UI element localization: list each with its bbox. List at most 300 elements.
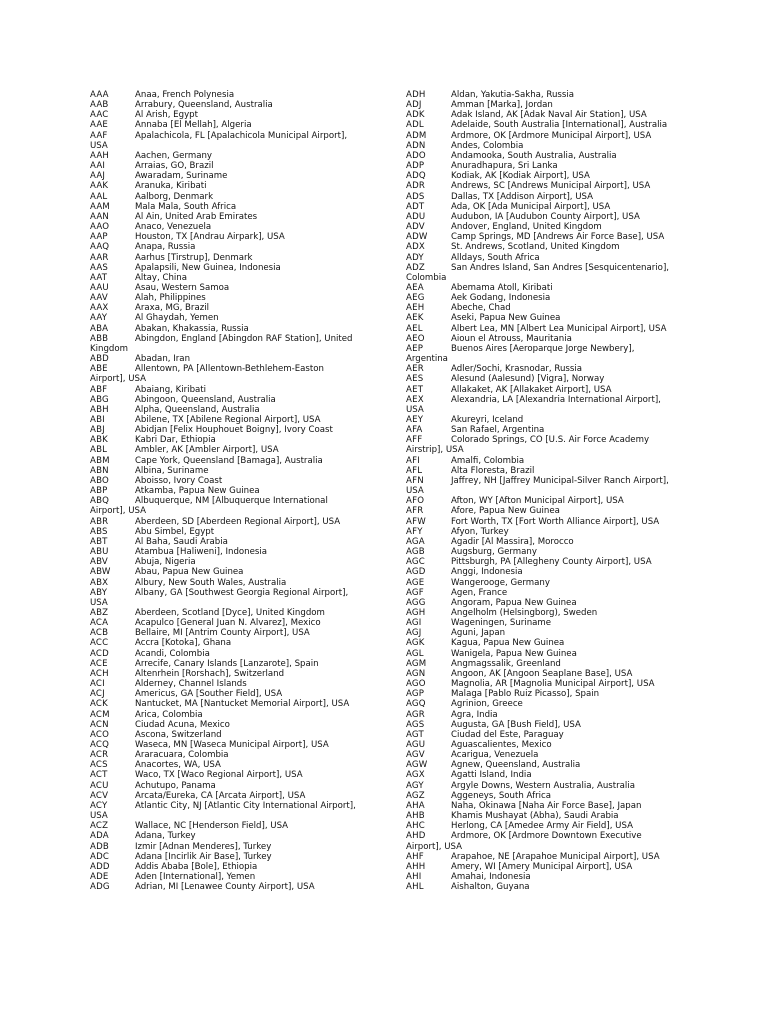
airport-location: Aioun el Atrouss, Mauritania: [451, 333, 572, 344]
airport-entry: [406, 212, 678, 222]
airport-code: ACU: [90, 780, 109, 791]
airport-entry: [406, 385, 678, 395]
airport-location: Wageningen, Suriname: [451, 618, 552, 629]
airport-entry: [90, 496, 390, 516]
airport-code: AAL: [90, 191, 108, 202]
airport-entry: [406, 659, 678, 669]
airport-location-continuation: USA: [406, 404, 424, 415]
airport-location: Apalachicola, FL [Apalachicola Municipal Airport],: [135, 130, 348, 141]
airport-location: Arraias, GO, Brazil: [135, 161, 214, 172]
airport-entry: [90, 801, 390, 821]
airport-entry: [406, 537, 678, 547]
airport-code: ACD: [90, 648, 109, 659]
airport-entry: [406, 334, 678, 344]
airport-location-continuation: USA: [90, 811, 108, 822]
airport-entry: [406, 283, 678, 293]
airport-location: Khamis Mushayat (Abha), Saudi Arabia: [451, 811, 619, 822]
airport-code: AEY: [406, 415, 424, 425]
airport-location: Abuja, Nigeria: [135, 557, 196, 568]
airport-code: AAJ: [90, 171, 106, 182]
airport-entry: [406, 415, 678, 425]
airport-code: ACN: [90, 719, 109, 730]
airport-code: ADT: [406, 201, 425, 212]
airport-location: Al Baha, Saudi Arabia: [135, 536, 228, 547]
airport-code: AFR: [406, 506, 424, 517]
airport-code: ADG: [90, 882, 110, 893]
airport-code: ACM: [90, 709, 110, 720]
airport-entry: [90, 781, 390, 791]
airport-location: Audubon, IA [Audubon County Airport], USA: [451, 211, 640, 222]
airport-code: AGU: [406, 740, 426, 750]
airport-code: ACI: [90, 679, 105, 690]
airport-entry: [90, 395, 390, 405]
airport-entry: [90, 110, 390, 120]
airport-location: Wangerooge, Germany: [451, 577, 550, 588]
airport-code: AGW: [406, 760, 428, 771]
airport-code: AGD: [406, 567, 426, 578]
airport-code: ABR: [90, 516, 109, 527]
airport-entry: [90, 131, 390, 151]
airport-location: Adler/Sochi, Krasnodar, Russia: [451, 364, 582, 375]
airport-location-continuation: Airport], USA: [406, 841, 463, 852]
airport-location: Abaiang, Kiribati: [135, 384, 207, 395]
airport-location: Alexandria, LA [Alexandria International Airport],: [451, 394, 661, 405]
airport-code: ABX: [90, 577, 109, 588]
airport-code: AAE: [90, 120, 109, 131]
airport-location: Anapa, Russia: [135, 242, 196, 253]
airport-code: ADY: [406, 252, 424, 263]
left-column: [90, 90, 390, 892]
airport-entry: [406, 689, 678, 699]
airport-location: Aldan, Yakutia-Sakha, Russia: [451, 90, 575, 100]
airport-entry: [406, 131, 678, 141]
airport-entry: [406, 110, 678, 120]
airport-code: AGJ: [406, 628, 422, 639]
airport-entry: [406, 618, 678, 628]
airport-entry: [406, 679, 678, 689]
airport-code: ACT: [90, 770, 108, 781]
airport-entry: [406, 557, 678, 567]
airport-location: Ambler, AK [Ambler Airport], USA: [135, 445, 279, 456]
airport-code: ADB: [90, 841, 109, 852]
airport-location: San Rafael, Argentina: [451, 425, 545, 436]
airport-location: Adana, Turkey: [135, 831, 196, 842]
airport-location: Waseca, MN [Waseca Municipal Airport], USA: [135, 740, 329, 750]
airport-location: Albury, New South Wales, Australia: [135, 577, 287, 588]
airport-entry: [406, 527, 678, 537]
airport-code: AHH: [406, 861, 426, 872]
airport-code: ABZ: [90, 607, 109, 618]
airport-entry: [90, 324, 390, 334]
airport-code: AGF: [406, 587, 424, 598]
airport-entry: [406, 303, 678, 313]
airport-code: ADL: [406, 120, 424, 131]
airport-code: ABJ: [90, 425, 105, 436]
airport-code: AAT: [90, 272, 108, 283]
airport-entry: [90, 90, 390, 100]
airport-entry: [90, 669, 390, 679]
airport-location: Arcata/Eureka, CA [Arcata Airport], USA: [135, 790, 306, 801]
airport-code: AEA: [406, 282, 424, 293]
airport-location: Ciudad Acuna, Mexico: [135, 719, 230, 730]
airport-location: Angoram, Papua New Guinea: [451, 597, 577, 608]
airport-entry: [90, 872, 390, 882]
airport-code: AAO: [90, 222, 110, 233]
right-column: [406, 90, 678, 892]
airport-location: Ada, OK [Ada Municipal Airport], USA: [451, 201, 611, 212]
airport-entry: [90, 547, 390, 557]
airport-code: AAS: [90, 262, 109, 273]
airport-code: AHC: [406, 821, 425, 832]
airport-entry: [406, 476, 678, 496]
airport-code: ACY: [90, 800, 108, 811]
airport-code: ABW: [90, 567, 111, 578]
airport-entry: [90, 537, 390, 547]
airport-location: Waco, TX [Waco Regional Airport], USA: [135, 770, 303, 781]
airport-entry: [406, 171, 678, 181]
airport-entry: [90, 476, 390, 486]
airport-code: ADK: [406, 110, 425, 121]
airport-code: ABM: [90, 455, 110, 466]
airport-code: ADH: [406, 90, 426, 100]
airport-location: Arrabury, Queensland, Australia: [135, 100, 273, 111]
airport-entry: [90, 730, 390, 740]
airport-location: Pittsburgh, PA [Allegheny County Airport], USA: [451, 557, 652, 568]
airport-code: ADM: [406, 130, 427, 141]
airport-entry: [90, 445, 390, 455]
airport-code: AEG: [406, 293, 425, 304]
airport-code: ABN: [90, 465, 109, 476]
airport-entry: [90, 263, 390, 273]
airport-entry: [406, 638, 678, 648]
airport-location: Aarhus [Tirstrup], Denmark: [135, 252, 253, 263]
airport-code: ABS: [90, 526, 108, 537]
airport-code: ABG: [90, 394, 109, 405]
airport-code: AAV: [90, 293, 108, 304]
airport-code: AAH: [90, 150, 110, 161]
airport-code: AFL: [406, 465, 423, 476]
airport-location: Albert Lea, MN [Albert Lea Municipal Airport], USA: [451, 323, 667, 334]
airport-code: AGT: [406, 729, 424, 740]
airport-code: AGG: [406, 597, 426, 608]
airport-location: Albina, Suriname: [135, 465, 209, 476]
airport-code: ADV: [406, 222, 425, 233]
airport-code: ACE: [90, 658, 108, 669]
airport-entry: [90, 354, 390, 364]
airport-location: Accra [Kotoka], Ghana: [135, 638, 232, 649]
airport-code: AGN: [406, 668, 426, 679]
airport-location: Amalfi, Colombia: [451, 455, 525, 466]
airport-code: ABL: [90, 445, 108, 456]
airport-code: AGH: [406, 607, 426, 618]
airport-code: AER: [406, 364, 424, 375]
airport-entry: [90, 567, 390, 577]
airport-location: Angoon, AK [Angoon Seaplane Base], USA: [451, 668, 633, 679]
airport-location: Atlantic City, NJ [Atlantic City International Airport],: [135, 800, 356, 811]
airport-entry: [90, 222, 390, 232]
airport-location: Adana [Incirlik Air Base], Turkey: [135, 851, 272, 862]
airport-code: AAM: [90, 201, 111, 212]
airport-location: Alta Floresta, Brazil: [451, 465, 535, 476]
airport-code: ADN: [406, 140, 426, 151]
airport-entry: [406, 740, 678, 750]
airport-entry: [406, 669, 678, 679]
airport-code: ACS: [90, 760, 108, 771]
airport-entry: [90, 618, 390, 628]
airport-entry: [90, 273, 390, 283]
airport-entry: [406, 598, 678, 608]
airport-code: ABB: [90, 333, 109, 344]
airport-location: Abakan, Khakassia, Russia: [135, 323, 249, 334]
airport-entry: [406, 628, 678, 638]
airport-location: Aalborg, Denmark: [135, 191, 214, 202]
airport-location: Magnolia, AR [Magnolia Municipal Airport], USA: [451, 679, 655, 690]
airport-location: Abingoon, Queensland, Australia: [135, 394, 276, 405]
airport-code: AAQ: [90, 242, 110, 253]
airport-location: St. Andrews, Scotland, United Kingdom: [451, 242, 620, 253]
airport-location: Aguascalientes, Mexico: [451, 740, 552, 750]
airport-location: Asau, Western Samoa: [135, 282, 230, 293]
airport-code: AFW: [406, 516, 426, 527]
airport-code: ADC: [90, 851, 110, 862]
airport-location: Anaco, Venezuela: [135, 222, 212, 233]
airport-location: Aachen, Germany: [135, 150, 213, 161]
airport-code: AGA: [406, 536, 425, 547]
airport-location: Abingdon, England [Abingdon RAF Station], United: [135, 333, 353, 344]
airport-location: Alesund (Aalesund) [Vigra], Norway: [451, 374, 605, 385]
airport-location: Dallas, TX [Addison Airport], USA: [451, 191, 594, 202]
airport-entry: [90, 242, 390, 252]
airport-location: Agatti Island, India: [451, 770, 532, 781]
airport-location: Allakaket, AK [Allakaket Airport], USA: [451, 384, 612, 395]
airport-entry: [406, 395, 678, 415]
airport-code: AGP: [406, 689, 425, 700]
airport-code: ABK: [90, 435, 109, 446]
airport-location: Abilene, TX [Abilene Regional Airport], USA: [135, 415, 321, 425]
airport-location: Abeche, Chad: [451, 303, 511, 314]
airport-entry: [90, 293, 390, 303]
airport-code: ACC: [90, 638, 109, 649]
airport-code: AGM: [406, 658, 427, 669]
airport-location-continuation: Airport], USA: [90, 374, 147, 385]
airport-entry: [406, 120, 678, 130]
airport-location: Kabri Dar, Ethiopia: [135, 435, 216, 446]
airport-entry: [406, 506, 678, 516]
airport-code: ADA: [90, 831, 109, 842]
airport-location: Apalapsili, New Guinea, Indonesia: [135, 262, 281, 273]
airport-code: AEO: [406, 333, 425, 344]
airport-code: AAF: [90, 130, 108, 141]
airport-location: Allentown, PA [Allentown-Bethlehem-Easton: [135, 364, 324, 375]
airport-location: Ciudad del Este, Paraguay: [451, 729, 564, 740]
airport-entry: [406, 313, 678, 323]
airport-location: Augsburg, Germany: [451, 547, 537, 558]
airport-location: Fort Worth, TX [Fort Worth Alliance Airport], USA: [451, 516, 660, 527]
airport-location: Addis Ababa [Bole], Ethiopia: [135, 861, 258, 872]
airport-entry: [90, 628, 390, 638]
airport-location: Akureyri, Iceland: [451, 415, 524, 425]
airport-entry: [90, 527, 390, 537]
airport-entry: [406, 202, 678, 212]
airport-entry: [90, 435, 390, 445]
airport-location: Wallace, NC [Henderson Field], USA: [135, 821, 289, 832]
airport-entry: [406, 161, 678, 171]
airport-entry: [406, 760, 678, 770]
airport-location: Agra, India: [451, 709, 498, 720]
airport-code: ADQ: [406, 171, 426, 182]
airport-entry: [90, 720, 390, 730]
airport-code: AAR: [90, 252, 109, 263]
airport-location: Malaga [Pablo Ruiz Picasso], Spain: [451, 689, 600, 700]
airport-code: ADX: [406, 242, 425, 253]
airport-location: Alderney, Channel Islands: [135, 679, 247, 690]
airport-code: AGK: [406, 638, 425, 649]
airport-entry: [406, 608, 678, 618]
airport-entry: [90, 161, 390, 171]
airport-entry: [406, 649, 678, 659]
airport-code: AGE: [406, 577, 425, 588]
airport-entry: [90, 831, 390, 841]
airport-code: ACH: [90, 668, 109, 679]
airport-entry: [90, 760, 390, 770]
airport-location: Al Arish, Egypt: [135, 110, 198, 121]
airport-entry: [406, 791, 678, 801]
airport-code: ABD: [90, 354, 109, 365]
airport-location: Agrinion, Greece: [451, 699, 523, 710]
airport-entry: [406, 425, 678, 435]
airport-entry: [406, 456, 678, 466]
airport-entry: [406, 344, 678, 364]
airport-location: Andrews, SC [Andrews Municipal Airport], USA: [451, 181, 651, 192]
airport-code: ACB: [90, 628, 109, 639]
airport-location: Ascona, Switzerland: [135, 729, 222, 740]
airport-location: Alah, Philippines: [135, 293, 206, 304]
airport-location: Ardmore, OK [Ardmore Municipal Airport], USA: [451, 130, 652, 141]
airport-entry: [90, 710, 390, 720]
airport-code: AHB: [406, 811, 425, 822]
airport-code: AGB: [406, 547, 425, 558]
airport-entry: [90, 334, 390, 354]
airport-location: Aseki, Papua New Guinea: [451, 313, 561, 324]
airport-code: AFF: [406, 435, 423, 446]
airport-entry: [406, 263, 678, 283]
airport-code: AEH: [406, 303, 425, 314]
airport-code: ADR: [406, 181, 426, 192]
airport-location: Annaba [El Mellah], Algeria: [135, 120, 252, 131]
airport-code: AAP: [90, 232, 108, 243]
airport-entry: [406, 770, 678, 780]
airport-location: Mala Mala, South Africa: [135, 201, 237, 212]
airport-code: AGO: [406, 679, 426, 690]
airport-code: AGS: [406, 719, 425, 730]
airport-code: AGX: [406, 770, 425, 781]
airport-entry: [406, 781, 678, 791]
airport-location: San Andres Island, San Andres [Sesquicentenario],: [451, 262, 670, 273]
airport-entry: [406, 821, 678, 831]
airport-code: AHA: [406, 800, 425, 811]
airport-entry: [406, 811, 678, 821]
airport-code: AFN: [406, 475, 424, 486]
airport-location: Augusta, GA [Bush Field], USA: [451, 719, 581, 730]
airport-entry: [406, 801, 678, 811]
airport-code: ABU: [90, 547, 109, 558]
airport-location: Amahai, Indonesia: [451, 872, 531, 883]
airport-location: Herlong, CA [Amedee Army Air Field], USA: [451, 821, 633, 832]
airport-entry: [90, 862, 390, 872]
airport-entry: [90, 750, 390, 760]
airport-entry: [90, 212, 390, 222]
airport-code: AFA: [406, 425, 423, 436]
airport-entry: [90, 100, 390, 110]
airport-location: Kodiak, AK [Kodiak Airport], USA: [451, 171, 590, 182]
airport-entry: [90, 171, 390, 181]
airport-code: AAB: [90, 100, 109, 111]
airport-location: Andes, Colombia: [451, 140, 524, 151]
airport-location: Agadir [Al Massira], Morocco: [451, 536, 574, 547]
airport-code: ABA: [90, 323, 109, 334]
airport-location: Anaa, French Polynesia: [135, 90, 235, 100]
airport-location: Acarigua, Venezuela: [451, 750, 539, 761]
airport-code: ACA: [90, 618, 109, 629]
airport-location: Atambua [Haliweni], Indonesia: [135, 547, 268, 558]
airport-code: AGV: [406, 750, 425, 761]
airport-location: Acapulco [General Juan N. Alvarez], Mexico: [135, 618, 321, 629]
airport-location: Arica, Colombia: [135, 709, 203, 720]
airport-location: Kagua, Papua New Guinea: [451, 638, 565, 649]
airport-location: Altay, China: [135, 272, 187, 283]
airport-location: Amman [Marka], Jordan: [451, 100, 553, 111]
airport-entry: [406, 90, 678, 100]
airport-entry: [90, 466, 390, 476]
airport-location: Albany, GA [Southwest Georgia Regional Airport],: [135, 587, 349, 598]
airport-location-continuation: Kingdom: [90, 343, 129, 354]
airport-code: AHD: [406, 831, 426, 842]
airport-entry: [90, 740, 390, 750]
airport-entry: [406, 151, 678, 161]
airport-code: AGC: [406, 557, 425, 568]
airport-code: ADP: [406, 161, 425, 172]
airport-entry: [406, 242, 678, 252]
airport-entry: [406, 862, 678, 872]
airport-location: Abadan, Iran: [135, 354, 191, 365]
airport-code: ADO: [406, 150, 426, 161]
airport-entry: [90, 253, 390, 263]
airport-entry: [406, 466, 678, 476]
airport-entry: [406, 496, 678, 506]
airport-code: AEL: [406, 323, 423, 334]
airport-location: Adrian, MI [Lenawee County Airport], USA: [135, 882, 315, 893]
airport-location: Aboisso, Ivory Coast: [135, 475, 223, 486]
airport-code: ACJ: [90, 689, 105, 700]
airport-entry: [90, 486, 390, 496]
airport-entry: [90, 821, 390, 831]
airport-entry: [406, 882, 678, 892]
airport-code: ABQ: [90, 496, 110, 507]
airport-code: AHF: [406, 851, 424, 862]
airport-location: Argyle Downs, Western Australia, Australia: [451, 780, 635, 791]
airport-location: Afyon, Turkey: [451, 526, 509, 537]
airport-location: Aguni, Japan: [451, 628, 506, 639]
airport-code: ADZ: [406, 262, 425, 273]
airport-entry: [406, 872, 678, 882]
airport-code: ADW: [406, 232, 428, 243]
airport-entry: [406, 324, 678, 334]
airport-entry: [406, 181, 678, 191]
airport-location: Arrecife, Canary Islands [Lanzarote], Spain: [135, 658, 319, 669]
airport-location: Achutupo, Panama: [135, 780, 216, 791]
airport-location: Ardmore, OK [Ardmore Downtown Executive: [451, 831, 642, 842]
airport-location: Buenos Aires [Aeroparque Jorge Newbery],: [451, 343, 635, 354]
